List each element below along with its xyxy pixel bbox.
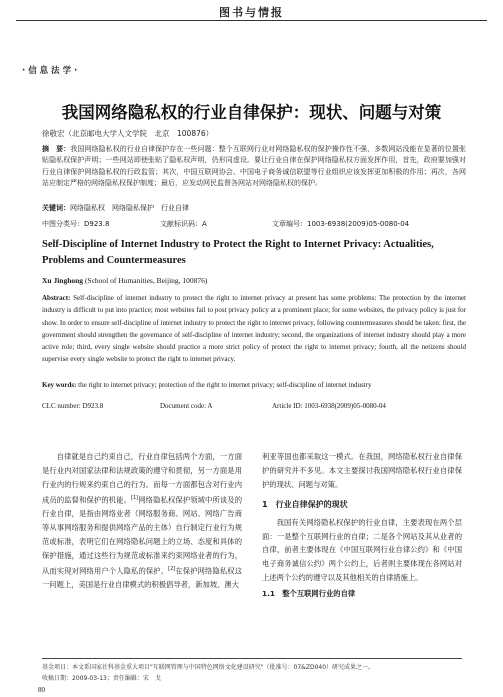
citation: [1] — [131, 494, 139, 501]
chinese-article-id: 文章编号：1003-6938(2009)05-0080-04 — [272, 220, 410, 228]
english-clc: CLC number: D923.8 — [42, 402, 104, 410]
english-author — [42, 276, 207, 285]
english-keywords — [42, 380, 466, 391]
chinese-abstract-label: 摘 要： — [42, 145, 71, 153]
journal-header: 图书与情报 — [219, 6, 284, 19]
chinese-doc-code: 文献标识码：A — [160, 220, 207, 228]
section-heading: 1 行业自律保护的现状 — [262, 499, 348, 509]
page-number: 80 — [38, 686, 45, 694]
body-paragraph: 利亚等国也都采取这一模式。在我国，网络隐私权行业自律保护的研究并不多见。本文主要探讨我国网络隐私权行业自律保护的现状、问题与对策。 — [262, 452, 462, 489]
body-paragraph: 我国有关网络隐私权保护的行业自律，主要表现在两个层面：一是整个互联网行业的自律；二是各个网站及其从业者的自律，前者主要体现在《中国互联网行业自律公约》和《中国电子商务诚信公约》两个公约上，后者则主要体现在各网站对上述两个公约的遵守以及其他相关的自律措施上。 — [262, 517, 462, 583]
footnote-rule — [42, 658, 462, 659]
subsection-heading: 1.1 整个互联网行业的自律 — [262, 589, 356, 599]
english-keywords-label: Key words: — [42, 381, 77, 389]
chinese-title: 我国网络隐私权的行业自律保护：现状、问题与对策 — [61, 103, 442, 122]
body-text: 在保护网络隐私权这一问题上，美国是行业自律模式的积极倡导者，新加坡、澳大 — [42, 566, 243, 589]
body-text: 自律就是自己约束自己，行业自律包括两个方面，一方面是行业内对国家法律和法规政策的遵守和贯彻，另一方面是用行业内的行规来约束自己的行为。而每一方面都包含对行业内成员的监督和保护的机能。 — [42, 452, 242, 505]
chinese-author: 徐敬宏（北京邮电大学人文学院 北京 100876） — [42, 129, 214, 138]
body-right-column — [262, 450, 462, 601]
chinese-abstract — [42, 144, 466, 190]
header-rule — [16, 20, 487, 21]
column-label: · 信 息 法 学 · — [22, 66, 78, 76]
chinese-keywords-label: 关键词： — [42, 204, 70, 212]
english-doc-code: Document code: A — [160, 402, 213, 410]
english-abstract-text: Self-discipline of internet industry to protect the right to internet privacy at present has some problems: The protection by the internet industry is difficult to put into practice; most websites fail to post privacy policy at a prominent place; for some websites, the privacy policy is just for show. In order to ensure self-discipline of internet industry to protect the right to internet privacy, following countermeasures should be taken: first, the government should strengthen the governance of self-discipline of internet industry; second, the organizations of internet industry should play a more active role; third, every single website should practice a more strict policy of protect the right to internet privacy; fourth, all the netizens should supervise every single website to protect the right to internet privacy. — [42, 294, 466, 364]
citation: [2] — [168, 565, 176, 572]
english-title: Self-Discipline of Internet Industry to Protect the Right to Internet Privacy: Actualities, Problems and Countermeasures — [42, 239, 434, 266]
english-author-name: Xu Jinghong — [42, 276, 84, 285]
english-abstract — [42, 292, 466, 366]
english-affiliation: (School of Humanities, Beijing, 100876) — [84, 276, 208, 285]
body-paragraph — [42, 450, 242, 592]
english-abstract-label: Abstract: — [42, 294, 71, 302]
chinese-abstract-text: 我国网络隐私权的行业自律保护存在一些问题：整个互联网行业对网络隐私权的保护操作性不强，多数网站没能在显著的位置张贴隐私权保护声明；一些网站即使张贴了隐私权声明，仍形同虚设。要让行业自律在保护网络隐私权方面发挥作用，首先，政府要加强对行业自律保护网络隐私权的行政监管；其次，中国互联网协会、中国电子商务诚信联盟等行业组织应该发挥更加积极的作用；再次，各网站应制定严格的网络隐私权保护制度；最后，应发动网民监督各网站对网络隐私权的保护。 — [42, 145, 467, 188]
body-left-column — [42, 450, 242, 592]
body-text: 网络隐私权保护领域中所谈及的行业自律，是指由网络业者（网络服务商、网站、网络广告商等从事网络服务和提供网络产品的主体）自行制定行业行为规范或标准，表明它们在网络隐私问题上的立场、态度和具体的保护措施，通过这些行为规范或标准来约束网络业者的行为，从而实现对网络用户个人隐私的保护。 — [42, 495, 243, 576]
english-keywords-text: the right to internet privacy; protection of the right to internet privacy; self-discipline of internet industry — [78, 381, 372, 389]
chinese-keywords-text: 网络隐私权 网络隐私保护 行业自律 — [70, 204, 189, 212]
footnote-fund: 基金项目：本文系国家社科基金重大项目"互联网管理与中国特色网络文化建设研究"（批准号：07&ZD040）研究成果之一。 — [42, 664, 375, 671]
chinese-clc: 中图分类号：D923.8 — [42, 220, 110, 228]
english-article-id: Article ID: 1003-6938(2009)05-0080-04 — [272, 402, 386, 410]
chinese-keywords — [42, 203, 189, 213]
footnote-dates: 收稿日期：2009-03-13；责任编辑：宋 戈 — [42, 675, 161, 682]
